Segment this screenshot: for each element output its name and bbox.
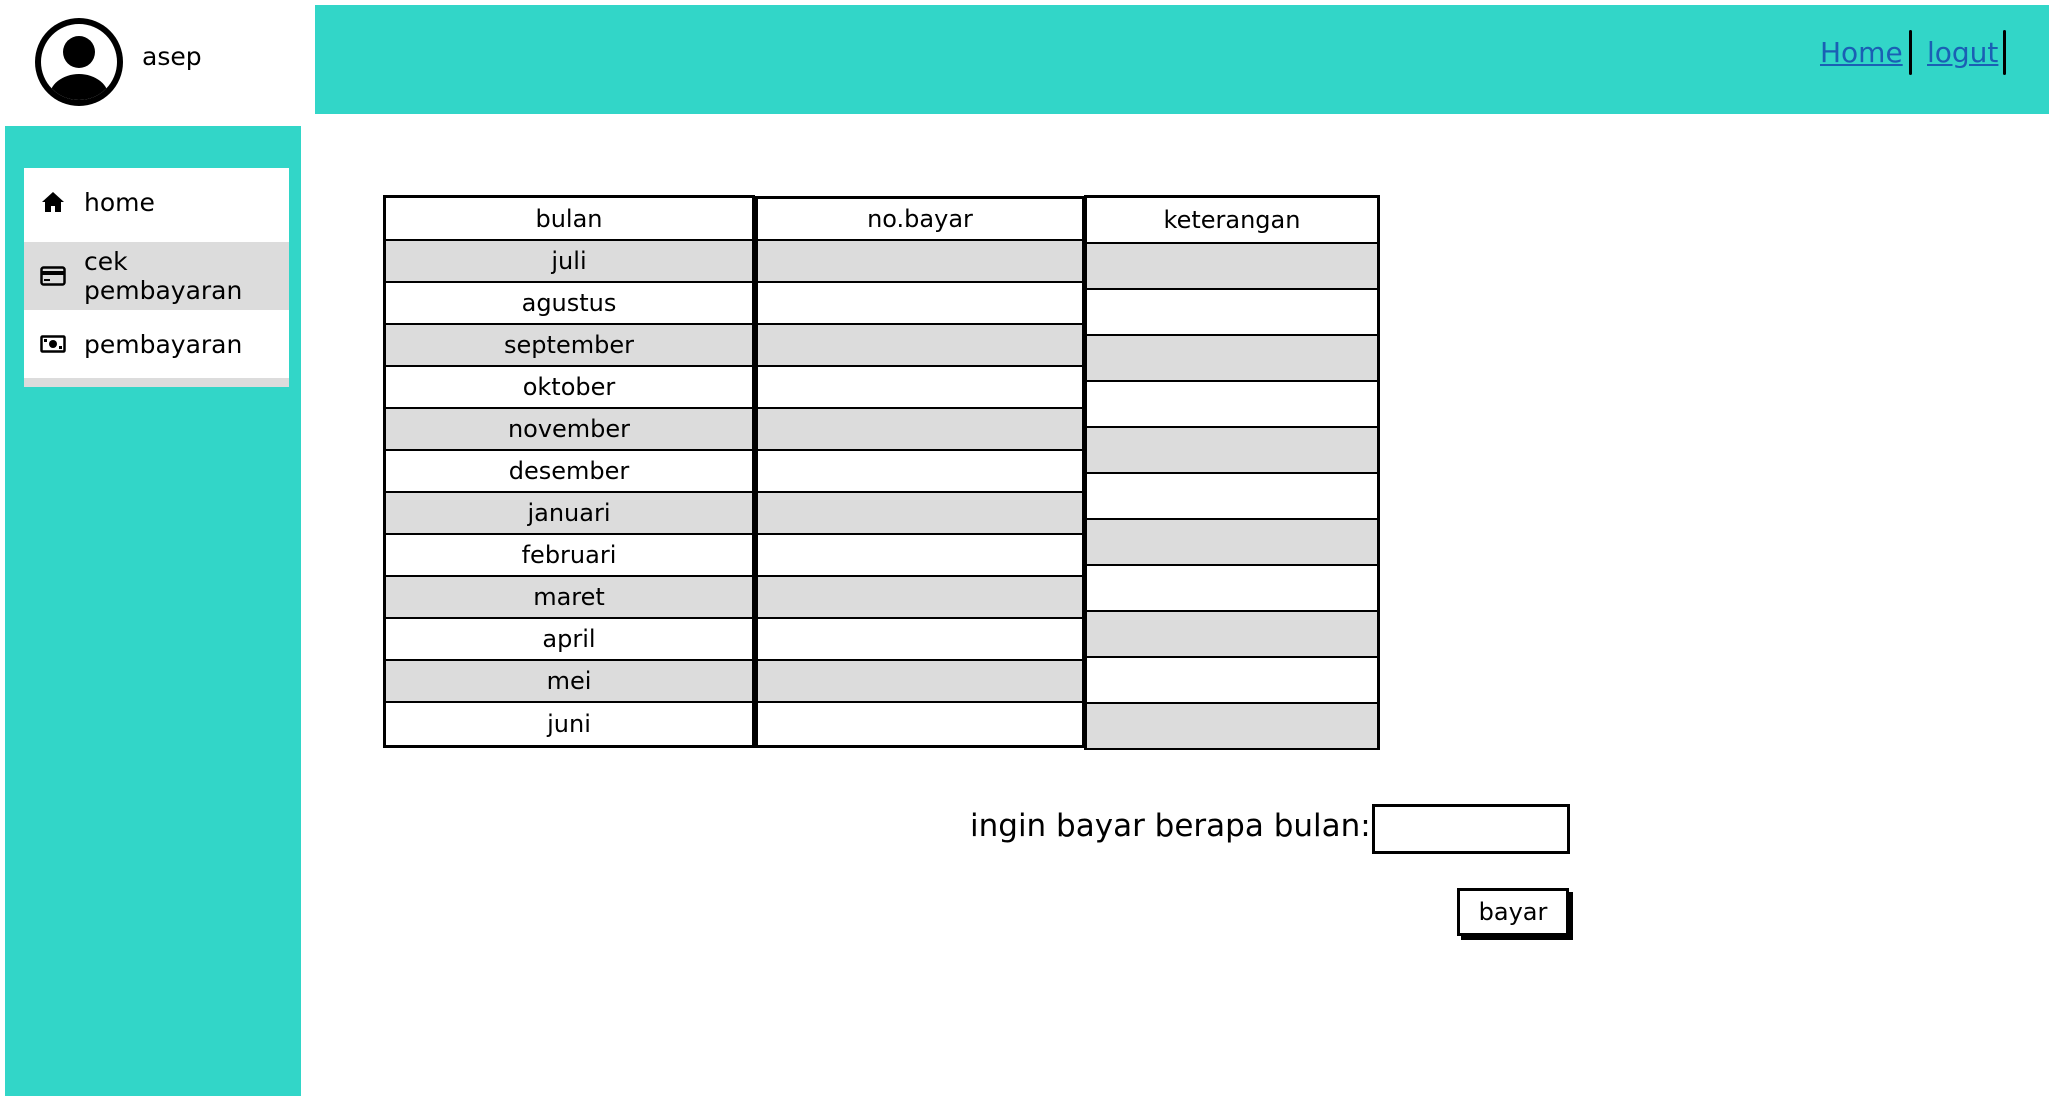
sidebar-menu-divider (24, 378, 289, 387)
table-column-keterangan (1084, 195, 1380, 750)
table-cell (758, 493, 1082, 535)
table-cell (1087, 336, 1377, 382)
nav-home-link[interactable]: Home (1820, 36, 1903, 69)
table-cell (758, 325, 1082, 367)
table-cell (758, 619, 1082, 661)
table-cell (758, 577, 1082, 619)
table-cell (758, 535, 1082, 577)
table-cell (1087, 382, 1377, 428)
table-cell: agustus (386, 283, 752, 325)
table-cell (1087, 704, 1377, 750)
table-cell (1087, 520, 1377, 566)
table-cell (758, 241, 1082, 283)
table-cell: april (386, 619, 752, 661)
table-column-no-bayar (755, 196, 1085, 748)
table-cell: januari (386, 493, 752, 535)
table-cell (1087, 612, 1377, 658)
sidebar-item-label: cek pembayaran (84, 247, 243, 305)
table-cell (1087, 566, 1377, 612)
nav-separator (1909, 30, 1912, 75)
table-header-cell: no.bayar (758, 199, 1082, 241)
table-cell (1087, 750, 1377, 796)
table-cell (758, 661, 1082, 703)
table-cell (1087, 244, 1377, 290)
table-cell: desember (386, 451, 752, 493)
table-cell: september (386, 325, 752, 367)
table-cell: oktober (386, 367, 752, 409)
table-cell (1087, 290, 1377, 336)
table-column-bulan (383, 195, 755, 748)
sidebar-menu (24, 168, 289, 387)
table-cell: november (386, 409, 752, 451)
table-cell: februari (386, 535, 752, 577)
money-icon (40, 331, 66, 357)
table-cell (758, 451, 1082, 493)
table-cell: juni (547, 710, 591, 738)
bayar-button[interactable]: bayar (1457, 888, 1569, 936)
sidebar-item-label: pembayaran (84, 329, 243, 359)
sidebar-item-label: home (84, 187, 155, 217)
sidebar-item-pembayaran[interactable] (24, 310, 289, 378)
table-cell: mei (386, 661, 752, 703)
table-cell (1087, 474, 1377, 520)
table-header-cell: keterangan (1087, 198, 1377, 244)
sidebar-item-home[interactable] (24, 168, 289, 236)
table-cell (758, 409, 1082, 451)
home-icon (40, 189, 66, 215)
table-cell (758, 703, 1082, 745)
nav-separator (2003, 30, 2006, 75)
table-cell: juli (386, 241, 752, 283)
table-cell (1087, 428, 1377, 474)
months-to-pay-label: ingin bayar berapa bulan: (970, 808, 1371, 844)
credit-card-icon (40, 263, 66, 289)
table-cell (1087, 658, 1377, 704)
username: asep (142, 42, 202, 71)
table-cell (758, 367, 1082, 409)
table-cell (758, 283, 1082, 325)
nav-logout-link[interactable]: logut (1927, 36, 1999, 69)
months-input[interactable] (1372, 804, 1570, 854)
user-avatar-icon (31, 14, 127, 110)
sidebar-item-cek-pembayaran[interactable] (24, 242, 289, 310)
table-header-cell: bulan (386, 198, 752, 241)
table-cell: maret (386, 577, 752, 619)
top-navbar (315, 5, 2049, 114)
